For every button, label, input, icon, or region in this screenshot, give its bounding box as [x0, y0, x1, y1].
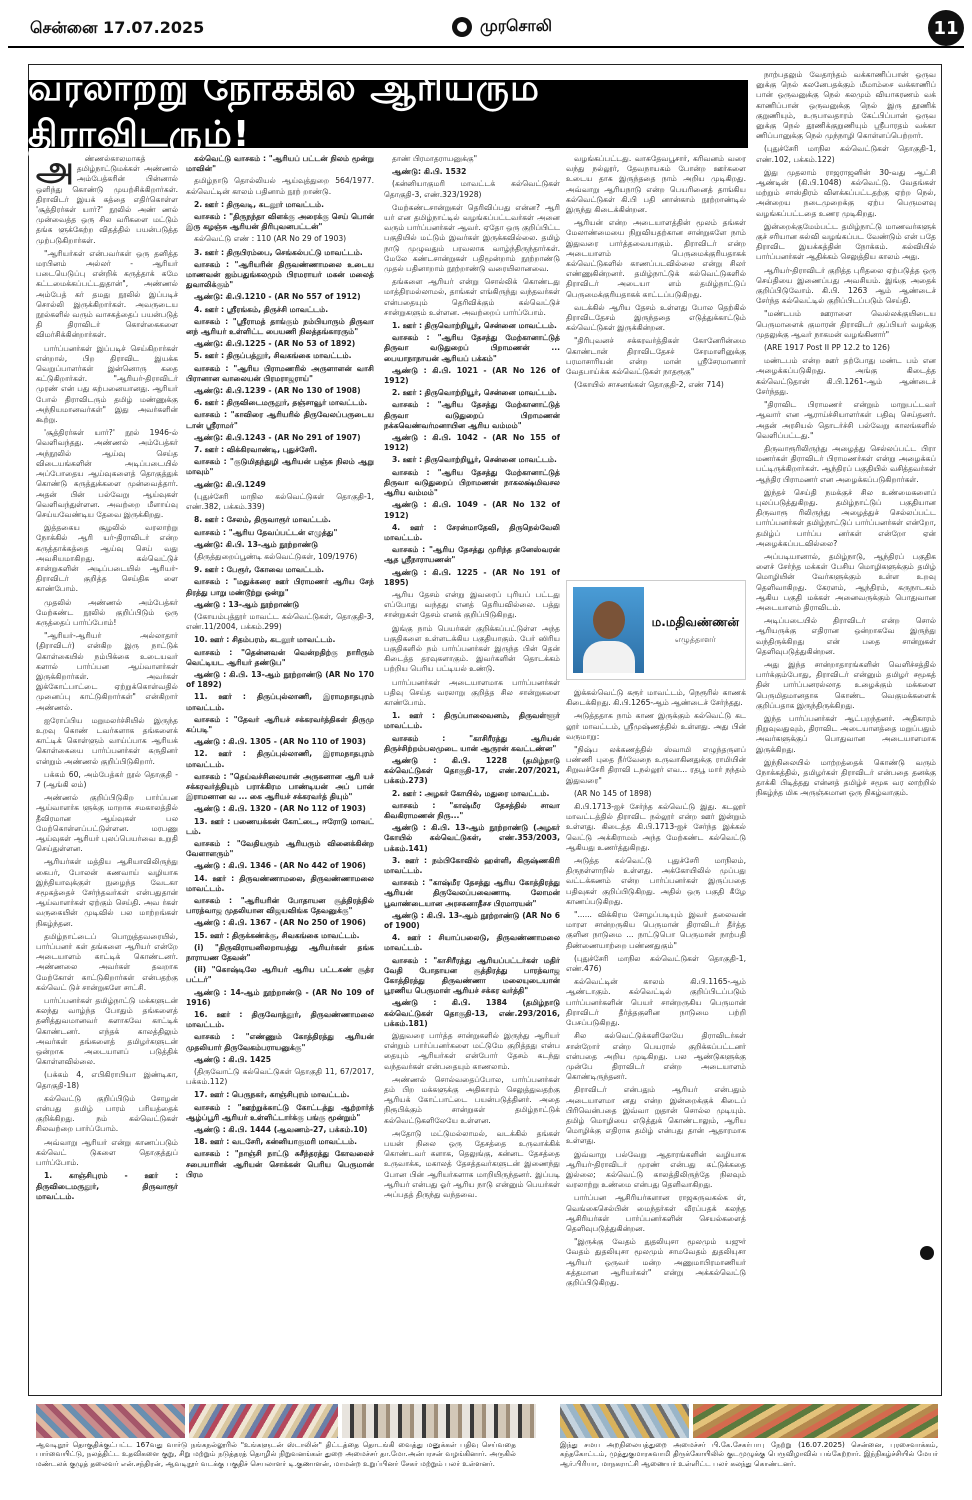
inscription-entry: 16. ஊர் : திருவோத்தூர், திருவண்ணாமலை மாவட்டம். — [186, 1010, 374, 1030]
article-paragraph: "திரிபுவனச் சக்கரவர்த்திகள் கோனேரின்மை கொண்டான் திராவிடதேசச் சேரமாளினுக்கு பரமாசாரியன் என்ற மான் ஸ்ரீசேரமானார் வேதபாய்க்க கல்வெட்டுகள் நாதரூகு" — [566, 336, 746, 377]
article-paragraph: "...... விக்கிரம சோழப்படியும் இவர் தலைவன் மாரள சான்றருகிய பெருமான் திராவிடர் தீர்த்த குளின நாடுமை ... நாட்டுபொ பெருமான் நாற்பதி திண்ணையாற்றை பண்ணதுகும்" — [566, 910, 746, 950]
photo-caption-right: இந்து சமய அறநிலையத்துறை அமைச்சர் பி.கே.சேகர்பாபு நேற்று (16.07.2025) சென்னை, புரசைவாக்கம், கந்தகோட்டம், முத்துகுமாரசுவாமி திருக்கோயிலில் குடமுழுக்கு பெருவிழாவில் பங்கேற்றார். இந்நிகழ்ச்சியில் மேயர் ஆர்.பிரியா, மாநகராட்சி ஆணையர் உள்ளிட்ட பலர் கலந்து கொண்டனர். — [560, 1440, 938, 1468]
article-paragraph: வாசகம் : "காஷ்மீர தேசத்து ஆரிய கோத்திரத்து ஆரியன் திருவேலப்பவைணாடி லோமன் பூவாண்டையான அரசகனாதீசச பிரமாரயன்" — [384, 878, 560, 908]
page-number-badge: 11 — [928, 10, 964, 46]
inscription-entry: வாசகம் : "நாஞ்சி நாட்டு சுசீந்தரத்து கோவலைச் சபையாரின் ஆரியன் சொக்கன் பெரிய பெருமான் பிரம — [186, 1149, 374, 1179]
article-paragraph: (புதுச்சேரி மாநில கல்வெட்டுகள் தொகுதி-1, எண்.476) — [566, 953, 746, 974]
city-date: சென்னை 17.07.2025 — [30, 18, 205, 37]
article-paragraph: 3. ஊர் : திருவொற்றியூர், சென்னை மாவட்டம். — [392, 455, 557, 465]
article-paragraph: மண்டபம் என்ற ஊர் தற்போது மண்ட பம் என அழைக்கப்படுகிறது. அங்கு கிடைத்த கல்வெட்டுதான் கி.பி.1261-ஆம் ஆண்டைச் சேர்ந்தது. — [756, 356, 936, 396]
inscription-entry: (ii) "கொஷ்டிலே ஆரியர் ஆரிய பட்டகண் சூத்ர பட்டர்" — [186, 965, 374, 985]
inscription-entry: ஆண்டு : கி.பி. 1346 - (AR No 442 of 1906) — [194, 861, 366, 871]
article-paragraph: வாசகம் : "ஆரிய தேசத்து மேற்கானாட்டுத் திருவா வடுதுறைப் பிறாமணன் நக்கவெண்வர்மனாயின ஆரிய வம்மம்" — [384, 400, 560, 430]
article-paragraph: "மண்டபம் ஊராளை வெல்லக்குயிடைய பெருமாளைக் குமாரன் திராவிடர் குப்பியர் வழக்கு முதலுக்கு ஆவர் நாகமன் வழங்கினார்" — [756, 309, 936, 339]
photo-crowd-seated — [189, 1404, 338, 1438]
article-paragraph: ஆண்டு : கி.பி. 1384 (தமிழ்நாடு கல்வெட்டுகள் தொகுதி-13, எண்.293/2016, பக்கம்.181) — [384, 998, 560, 1028]
paper-name: முரசொலி — [480, 16, 552, 35]
photo-crowd-meeting — [36, 1404, 185, 1438]
article-paragraph: இதுவரை பார்த்த சான்றுகளில் இருந்து ஆரியர் என்றும் பார்ப்பனர்களை மட்டுமே குறித்தது என்ப தையும் ஆரியர்கள் என்போர் தேசம் கடந்து வந்தவர்கள் என்பதையும் காணலாம். — [384, 1031, 560, 1071]
inscription-entry: 2. ஊர் : திருவடி, கடலூர் மாவட்டம். — [194, 199, 324, 209]
inscription-entry: தமிழ்நாடு தொல்லியல் ஆய்வுத்துறை 564/1977. கல்வெட்டின் காலம் பதினாம் நூற் றாண்டு. — [186, 176, 374, 196]
inscription-entry: 4. ஊர் : ஸ்ரீரங்கம், திருச்சி மாவட்டம். — [194, 304, 329, 314]
article-paragraph: 1. ஊர் : திருவொற்றியூர், சென்னை மாவட்டம். — [392, 321, 557, 331]
author-name: ம.மதிவண்ணன் — [651, 615, 739, 629]
inscription-entry: 9. ஊர் : பேரூர், கோவை மாவட்டம். — [194, 565, 325, 575]
article-paragraph: (ARE 1917 Post II PP 12.2 to 126) — [764, 343, 890, 353]
article-paragraph: வடக்கில் ஆரிய தேசம் உள்ளது போல தெற்கில் திராவிடதேசம் இருந்ததை எடுத்துக்காட்டும் கல்வெட்டுகள் இருக்கின்றன. — [566, 302, 746, 333]
inscription-entry: (திருத்துறைப்பூண்டி கல்வெட்டுகள், 109/1976) — [194, 551, 358, 561]
inscription-entry: 14. ஊர் : திருவண்ணாமலை, திருவண்ணாமலை மாவட்டம். — [186, 873, 374, 893]
article-paragraph: இங்கு நாம் பெயர்கள் குறிக்கப்பட்டுள்ள அந்த பகுதிகளை உள்ளடக்கிய பகுதியாகும். பேர் ஸிரிய பகுதிகளில் நம் பார்ப்பனர்கள் இருந்த பின் தென் கிடைத்த தரவுகளாகும். இவர்களின் தொடக்கம் பற்றிய பெரிய பட்டியல் உண்டு. — [384, 623, 560, 674]
author-byline — [566, 580, 746, 680]
article-paragraph: ஆரியன் என்ற அடையாளத்தின் மூலம் தங்கள் மேலாண்மையை நிறுவியதற்கான சான்றுகளே நாம் இதுவரை பார்த்தவையாகும். திராவிடர் என்ற அடையாளம் பெருமைக்குரியதாகக் கல்வெட்டுகளில் காணப்படவில்லை என்று சிலர் எண்ணுகின்றனர். தமிழ்நாட்டுக் கல்வெட்டுகளில் திராவிடர் அடையா ளம் தமிழ்நாட்டுப் பெருமைக்குரியதாகக் காட்டப்படுகிறது. — [566, 218, 746, 299]
article-paragraph: ஆரியர்கள் மத்திய ஆசியாவிலிருந்து கைபர், போலன் கணவாய் வழியாக இந்தியாவுக்குள் நுழைந்த வேடகா சமூகத்தைச் சேர்ந்தவர்கள் என்பதுதான் ஆய்வாளர்கள் ஏற்கும் செய்தி. அவ ர்கள் வருகையின் முடிவில் பல மாற்றங்கள் நிகழ்ந்தன. — [36, 857, 178, 928]
photo-caption-left: ஆவடிநூர் தொகுதிக்குட்பட்ட 167வது வார்டு நங்கநல்லூரில் "உங்களுடன் ஸ்டாலின்" திட்டத்தை தொடங்கி வைத்து மனுக்கள் பதிவு செய்வதை பார்வையிட்டு, நலத்திட்ட உதவிகளை குறு, சிறு மற்றும் நடுத்தரத் தொழில் நிறுவனங்கள் துறை அமைச்சர் தா.மோ.அன்பரசன் வழங்கினார். அருகில் மண்டலக் குழுத் தலைவர் என்.சந்திரன், ஆவடிநூர் வடக்கு பகுதிச் செயலாளர் டி.குணாளன், மாமன்ற உறுப்பினர் சேகர் மற்றும் பலர் உள்ளனர். — [36, 1440, 516, 1468]
inscription-entry: 3. ஊர் : திருபிரம்பை, செங்கல்பட்டு மாவட்டம். — [194, 247, 363, 257]
article-paragraph: ஆண்டு : கி.பி. 1021 - (AR No 126 of 1912) — [384, 365, 560, 386]
article-paragraph: (கன்னியாகுமரி மாவட்டக் கல்வெட்டுகள் தொகுதி-3, எண்.323/1928) — [384, 179, 560, 199]
inscription-entry: 13. ஊர் : பணையக்கன் கோட்டை, ஈரோடு மாவட் டம். — [186, 816, 374, 836]
article-paragraph: (AR No 145 of 1898) — [574, 788, 652, 798]
inscription-entry: வாசகம் : "எண்ணும் கோத்திரத்து ஆரியன் முதலியார் திருவேகம்பராயனுக்கு" — [186, 1032, 374, 1052]
inscription-entry: ஆண்டு: கி.பி.1225 - (AR No 53 of 1892) — [194, 339, 356, 349]
article-paragraph: ண்ணல்காலமாகத் தமிழ்நாட்டுமக்கள் அண்ணல் அம்பேத்கரின் பின்னால் ஒளிந்து கொண்டு முயற்சிக்கிறார்கள். திராவிடர் இயக் கத்தை எதிர்கொள்ள 'சூத்திரர்கள் யார்?' நூலில் அண் ணல் முன்வைத்த ஒரு சில வரிகளை மட்டும் தங்க ளுக்கேற்ற விதத்தில் பயன்படுத்த முற்படுகிறார்கள். — [36, 154, 178, 245]
inscription-entry: ஆண்டு : கி.பி. 1305 - (AR No 110 of 1903) — [194, 737, 366, 747]
photo-temple-tower — [560, 1404, 689, 1438]
inscription-entry: ஆண்டு : 13-ஆம் நூற்றாண்டு — [194, 599, 300, 609]
article-paragraph: பார்ப்பனர்கள் இப்படிச் செய்கிறார்கள் என்றால், பிற திராவிட இயக்க வெறுப்பாளர்கள் இன்னொரு கதை கட்டுகிறார்கள். "ஆரியர்-திராவிடர் முரண் என் பது கற்பனையானது. ஆரியர் போல் திராவிடரும் தமிழ் மண்ணுக்கு அந்நியமானவர்கள்" இது அவர்களின் கூற்று. — [36, 343, 178, 425]
article-paragraph: இவ்வாறு பல்வேறு ஆதாரங்களின் வழியாக ஆரியர்-திராவிடர் முரண் என்பது கட்டுக்கதை இல்லை; கல்வெட்டு காலத்திலிருந்தே நிலவும் வரலாற்று உண்மை என்பது தெளிவாகிறது. — [566, 1149, 746, 1190]
inscription-entry: (கோயம்புத்தூர் மாவட்ட கல்வெட்டுகள், தொகுதி-3, எண்.11/2004, பக்கம்.299) — [186, 611, 374, 632]
article-paragraph: வாசகம் : "காசிரீரத்து ஆரியன் திருச்சிற்றம்பலமுடை யான் ஆருரன் கவட்டண்ன" — [384, 733, 560, 753]
article-paragraph: ஆண்டு : கி.பி. 1225 - (AR No 191 of 1895) — [384, 567, 560, 587]
inscription-entry: ஆண்டு: கி.பி.1239 - (AR No 130 of 1908) — [194, 386, 361, 396]
inscription-entry: வாசகம் : "ஆரியரின் திருவண்ணாமலை உடைய மாணவன் ஐம்பதுங்கலமும் பிரமராயர் மகன் மலைத் துவாலிக்கும்" — [186, 259, 374, 290]
article-paragraph: "நிஷ்ப லக்கணத்தில் ஸ்வாமி எழுந்தருளப் பண்ணி புதை நீர்வேநை உருவாகினதுக்கு ராமியின் சிறுவச்சேரி திராவி டநல்லூர் எவ... ரதபூ மார் நந்தம் இதுவரை" — [566, 745, 746, 785]
article-paragraph: கல்வெட்டின் காலம் கி.பி.1165-ஆம் ஆண்டாகும். கல்வெட்டில் குறிப்பிடப்படும் பார்ப்பனர்களின் பெயர் சான்றருகிய பெருமான் திராவிடர் தீர்த்தகுளின நாடுமை பற்றி பேசப்படுகிறது. — [566, 977, 746, 1028]
article-paragraph: ஆண்டு: கி.பி. 1532 — [392, 167, 467, 177]
inscription-entry: வாசகம் : "ஆரிய பிராமணரில் அருளாளன் வாசி பிரானான வாலையன் பிரமராஜராய்" — [186, 363, 374, 383]
article-paragraph: "திராவிட பிராமணர் என்றும் மாறுபட்டவர் ஆவார் என ஆராய்ச்சியாளர்கள் பதிவு செய்தனர். அதன் அரசியல் தொடர்ச்சி பல்வேறு காலங்களில் வெளிப்பட்டது." — [756, 400, 936, 440]
article-paragraph: ஆண்டு : கி.பி. 13-ஆம் நூற்றாண்டு (AR No 6 of 1900) — [384, 910, 560, 931]
article-paragraph: 4. ஊர் : சியாப்பலைடு, திருவண்ணாமலை மாவட்டம். — [384, 933, 560, 953]
inscription-entry: 7. ஊர் : விக்கிரவாண்டி, புதுச்சேரி. — [194, 445, 318, 455]
dropcap: அ — [36, 154, 74, 189]
article-paragraph: 2. ஊர் : திருவொற்றியூர், சென்னை மாவட்டம். — [392, 388, 557, 398]
article-paragraph: இத்தகைய சூழலில் வரலாற்று நோக்கில் ஆரி யர்-திராவிடர் என்ற கருத்தாக்கத்தை ஆய்வு செய் வது அவசியமாகிறது. கல்வெட்டுச் சான்றுகளின் அடிப்படையில் ஆரியர்-திராவிடர் குறித்த செய்திக ளை காண்போம். — [36, 523, 178, 594]
article-paragraph: நாற்பதலும் வேதாந்தம் வக்காணிப்பான் ஒருவ னுக்கு நெல் கலனேபதக்கும் மீமாம்சை வக்காணிப் பான் ஒருவனுக்கு நெல் கலமும் வியாகரணம் வக் காணிப்பான் ஒருவனுக்கு நெல் இரு தூணிக் குறுணியும், உருபாவதாரம் கேட்பிப்பான் ஒருவ னுக்கு நெல் தூணிக்குறுணியும் ஸ்ரீபாரதம் வக்கா ணிப்பானுக்கு நெல் முந்நாழி கொள்ளப்பெற்றார். — [756, 70, 936, 141]
inscription-entry: வாசகம் : "தேவர் ஆரியச் சக்கரவர்த்திகள் திருமு கப்படி" — [186, 714, 374, 734]
article-paragraph: பார்ப்பன ஆசிரியர்களான ராஜகருவகல்க ள், வெங்கைசெல்பின் மைந்தர்கள் வீரப்பதக் கலந்த ஆசிரியர்கள் பார்ப்பனர்களின் செயல்களைத் தெளிவுபடுத்துகின்றன. — [566, 1193, 746, 1233]
inscription-entry: ஆண்டு: கி.பி.1210 - (AR No 557 of 1912) — [194, 292, 361, 302]
article-paragraph: திருவாரூரிலிருந்து அழைத்து செல்லப்பட்ட பிரா மணர்கள் திராவிடர் பிராமணர்கள் என்று அழைக்கப் பட்டிருக்கிறார்கள். ஆந்திரப் பகுதியில் வசித்தவர்கள் ஆந்திர பிராமணர் என அழைக்கப்படுகிறார்கள். — [756, 443, 936, 484]
article-paragraph: 3. ஊர் : நம்பிகோவில் ஹள்ளி, கிருஷ்ணகிரி மாவட்டம். — [384, 855, 560, 875]
article-paragraph: அடுத்த கல்வெட்டு புதுச்சேரி மாநிலம், திருநள்ளாறில் உள்ளது. அக்கோயிலில் முப்பது வட்டக்கணம் என்ற பார்ப்பனர்கள் இருப்பதை பதிவுகள் குறிப்பிடுகிறது. அதில் ஒரு பகுதி கீழே காணப்படுகிறது. — [566, 856, 746, 906]
inscription-entry: வாசகம் : "ஸ்ரீராமத் தாங்கும் நம்பியாரும் திருவா னந் ஆரியர் உள்ளிட்ட பையணி நிலத்தங்காரரும்" — [186, 316, 374, 337]
inscription-entry: வாசகம் : "திருநந்தா விளக்கு அரைக்கு செய் பொன் இரு கழஞ்சு ஆரியன் திரிபுவனபட்டன்" — [186, 212, 374, 232]
article-paragraph: ஆரிய தேசம் என்று இவரைப் புரியப் பட்டது எப்போது வந்தது எனத் தெரியவில்லை. பத்து சான்றுகள் தேசம் எனக் குறிப்பிடுகிறது. — [384, 589, 560, 620]
article-paragraph: அதோடு மட்டுமல்லாமல், வடக்கில் தங்கள் பயன் நிலை ஒரு தேசத்தை உருவாக்கிக் கொண்டவர் களாக, தெலுங்கு, கன்னட தேசத்தை உருவாக்க, மகாலத் தேசத்தவர்களுடன் இணைந்து போன பின் ஆரியர்களாக மாறியிருந்தனர். இப்படி ஆரியர் என்பது ஓர் ஆரிய நாடு என்னும் பெயர்கள் அப்பதத் திருந்து வந்தவை. — [384, 1128, 560, 1200]
article-paragraph: சில கல்வெட்டுக்களிலேயே திராவிடர்கள் சான்றோர் என்ற பெயரால் குறிக்கப்பட்டனர் என்பதை அறிய முடிகிறது. பல ஆண்டுகளுக்கு முன்பே திராவிடர் என்ற அடையாளம் கொண்டிருந்தனர். — [566, 1031, 746, 1082]
masthead — [452, 16, 552, 37]
photo-frame-left — [36, 1404, 536, 1438]
murasoli-logo-icon — [452, 17, 472, 37]
article-paragraph: இன்றைக்குமேம்பட்ட தமிழ்நாட்டு மாணவர்களுக் குச் சரியான கல்வி வழங்கப்பட வேண்டும் என் பதே திராவிட இயக்கத்தின் நோக்கம். கல்வியில் பார்ப்பனர்கள் ஆதிக்கம் செலுத்திய காலம் அது. — [756, 221, 936, 262]
article-paragraph: "ஆரியர்கள் என்பவர்கள் ஒரு தனித்த மரபினம் அல்லர் - ஆரியர் படையெடுப்பு என்றிக் கருத்தாக் கமே கட்டமைக்கப்பட்டதுதான்", அண்ணல் அம்பேத் கர் தமது நூலில் இப்படிச் சொல்லி இருக்கிறார்கள். அவருடைய நூல்களில் வரும் வாசகத்தைப் பயன்படுத் தி திராவிடர் கொள்கைகளை விமர்சிக்கின்றார்கள். — [36, 248, 178, 340]
article-paragraph: இந்நிலையில் மாற்றத்தைக் கொண்டு வரும் நோக்கத்தில், தமிழர்கள் திராவிடர் என்பதை தனக்கு தாக்கி பிடித்தது என்னத் தமிழ்ச் சமூக வர லாற்றில் நிகழ்ந்த மிக அருஞ்சுமான ஒரு நிகழ்வாகும். — [756, 757, 936, 798]
inscription-entry: ஆண்டு : கி.பி. 1444 (ஆவணம்-27, பக்கம்.10) — [194, 1125, 368, 1135]
page-header — [8, 8, 964, 48]
article-paragraph: இக்கல்வெட்டு கரூர் மாவட்டம், நெரூரில் காணக் கிடைக்கிறது. கி.பி.1265-ஆம் ஆண்டைச் சேர்ந்தது. — [566, 688, 746, 708]
article-column-5 — [756, 70, 936, 1242]
inscription-entry: கல்வெட்டு வாசகம் : "ஆரியப் பட்டன் நிலம் மூன்று மாவின்" — [186, 154, 374, 174]
inscription-entry: கல்வெட்டு எண் : 110 (AR No 29 of 1903) — [194, 234, 347, 244]
inscription-entry: வாசகம் : "தென்னவன் வென்றதிற்கு நாரிரும் வெட்டியட ஆரியர் தண்டுப" — [186, 647, 374, 667]
inscription-entry: வாசகம் : "மதுக்கரை ஊர் பிராமணர் ஆரிய சேந் திரத்து பாறு மண்டூற்று ஒன்று" — [186, 577, 374, 597]
inscription-entry: 18. ஊர் : வடசேரி, கன்னியாகுமரி மாவட்டம். — [194, 1137, 357, 1147]
article-paragraph: இந்த பார்ப்பனர்கள் ஆட்பறந்தனர். அதிகாரம் நிறுவுவதுவும், திராவிட அடையாளத்தை மறுப்பதும் அவர்களுக்குப் பொதுவான அடையாளமாக இருக்கிறது. — [756, 713, 936, 754]
article-paragraph: திராவிடர் என்பதும் ஆரியர் என்பதும் அடையாளமா னது என்ற இன்றைக்குக் கிடைப் பிரிவென்பதை இவ்வா றுதான் சொல்ல முடியும். தமிழ் மொழியை எடுத்துக் கொண்டாலும், ஆரிய மொழிக்கு எதிராக தமிழ் என்பது தான் ஆதாரமாக உள்ளது. — [566, 1085, 746, 1146]
article-paragraph: வழங்கப்பட்டது. வாசுதேவபூசார், கரிவனம் வரை வந்து நல்லூர், தேவநாயகம் போன்ற ஊர்களை உடைய தாக இருந்ததை நாம் அறிய முடிகிறது. அவ்வாறு ஆரியநாடு என்ற பெயரினைத் தாங்கிய கல்வெட்டுகள் கி.பி பதி னான்காம் நூற்றாண்டில் இருந்து கிடைக்கின்றன. — [566, 154, 746, 215]
article-paragraph: பார்ப்பனர்கள் தமிழ்நாட்டு மக்களுடன் கலந்து வாழ்ந்த போதும் தங்களைத் தனித்துவமானவர் களாகவே காட்டிக் கொண்டனர். எந்தக் காலத்திலும் அவர்கள் தங்களைத் தமிழர்களுடன் ஒன்றாக அடையாளப் படுத்திக் கொள்ளவில்லை. — [36, 996, 178, 1067]
article-paragraph: இந்தச் செய்தி நமக்குச் சில உண்மைகளைப் புலப்படுத்துகிறது. தமிழ்நாட்டுப் பகுதியான திருவாரூ ரிலிருந்து அழைத்துச் செல்லப்பட்ட பார்ப்பனர்கள் தமிழ்நாட்டுப் பார்ப்பனர்கள் என்றோ, தமிழ்ப் பார்ப்ப னர்கள் என்றோ ஏன் அழைக்கப்படவில்லை? — [756, 487, 936, 548]
photo-minister-group — [342, 1404, 536, 1438]
article-paragraph: 1. ஊர் : திருப்பாலைவனம், திருவள்ளூர் மாவட்டம். — [384, 711, 560, 731]
article-paragraph: வாசகம் : "காசிரீரத்து ஆரியப்பட்டர்கள் மதிர் வேதி போதாயன சூத்திரத்து பாரத்வாஜ கோத்திரத்து திருவண்ணா மலையுடையான் பூரணிய பெருமாள் ஆரியச் சக்கர வர்த்தி" — [384, 955, 560, 996]
inscription-entry: (i) "திருவிராயனிலறாயத்து ஆரியர்கள் தங்க நாராயண தேவன்" — [186, 942, 374, 963]
article-paragraph: வாசகம் : "ஆரிய தேசத்து மேற்கானாட்டுத் திருவா வடுதுறைப் பிறாமணன் ... பையாநாநாயன் ஆரியப் பக்கம்" — [384, 333, 560, 363]
article-paragraph: ஆண்டு : கி.பி. 1042 - (AR No 155 of 1912) — [384, 433, 560, 453]
inscription-entry: 1. காஞ்சிபுரம் - ஊர் : திருவிடைமருதூர், திருவாரூர் மாவட்டம். — [36, 1171, 178, 1201]
article-column-1 — [36, 154, 178, 1394]
article-paragraph: "ஆரியர்-ஆரியர் அல்லாதார் (திராவிடர்) என்கிற இரு நாட்டுக் கொள்கையில் நம்பிக்கை உடையவர் களால் பார்ப்பன ஆய்வாளர்கள் இருக்கிறார்கள். அவர்கள் இக்கோட்பாட்டை ஏற்றுக்கொள்வதில் முனைப்பு காட்டுகிறார்கள்" என்கிறார் அண்ணல். — [36, 631, 178, 712]
article-paragraph: ஆண்டு : கி.பி. 13-ஆம் நூற்றாண்டு (அழகர் கோயில் கல்வெட்டுகள், எண்.353/2003, பக்கம்.141) — [384, 823, 560, 853]
article-column-4-bottom — [566, 688, 746, 1394]
photo-frame-right — [560, 1404, 938, 1438]
article-paragraph: அப்படியானால், தமிழ்நாடு, ஆந்திரப் பகுதிக ளைச் சேர்ந்த மக்கள் பேசிய மொழிகளுக்கும் தமிழ் மொழியின் வேர்களுக்கும் உள்ள உறவு தெளிவாகிறது. கேரளம், ஆந்திரம், கருநாடகம் ஆகிய பகுதி மக்கள் அனைவருக்கும் பொதுவான அடையாளம் திராவிடம். — [756, 551, 936, 612]
article-paragraph: கி.பி.1713-ஐச் சேர்ந்த கல்வெட்டு இது. கடலூர் மாவட்டத்தில் திராவிட நல்லூர் என்ற ஊர் இன்றும் உள்ளது. கிடைத்த கி.பி.1713-ஐச் சேர்ந்த இக்கல் வெட்டு அக்கிராமம் அந்த மேற்கண்ட கல்வெட்டு ஆகியது உணர்த்துகிறது. — [566, 802, 746, 852]
article-paragraph: கல்வெட்டு குறிப்பிடும் சோழன் என்பது தமிழ் பாரம் பரியத்தைக் குறிக்கிறது. நம் கல்வெட்டுகள் சிலவற்றை பார்ப்போம். — [36, 1093, 178, 1134]
inscription-entry: ஆண்டு : கி.பி. 1425 — [194, 1054, 272, 1064]
article-paragraph: அடிப்படையில் திராவிடர் என்ற சொல் ஆரியருக்கு எதிரான ஒன்றாகவே இருந்து வந்திருக்கிறது என் பதை சான்றுகள் தெளிவுபடுத்துகின்றன. — [756, 616, 936, 656]
inscription-entry: ஆண்டு : 14-ஆம் நூற்றாண்டு - (AR No 109 of 1916) — [186, 987, 374, 1007]
article-headline: வரலாற்று நோக்கில் ஆரியரும் திராவிடரும்! — [28, 80, 748, 148]
article-paragraph: பார்ப்பனர்கள் அடையாளமாக பார்ப்பனர்கள் பதிவு செய்த வரலாறு குறித்த சில சான்றுகளை காண்போம். — [384, 677, 560, 707]
article-paragraph: (புதுச்சேரி மாநில கல்வெட்டுகள் தொகுதி-1, எண்.102, பக்கம்.122) — [756, 144, 936, 164]
article-paragraph: அண்ணல் சொல்வதைப்போல, பார்ப்பனர்கள் தம் பிற மக்களுக்கு அதிகாரம் செலுத்துவதற்கு ஆரியக் கோட்பாட்டை பயன்படுத்தினர். அதை நிரூபிக்கும் சான்றுகள் தமிழ்நாட்டுக் கல்வெட்டுகளிலேயே உள்ளன. — [384, 1074, 560, 1125]
inscription-entry: ஆண்டு : கி.பி. 13-ஆம் நூற்றாண்டு (AR No 170 of 1892) — [186, 669, 374, 690]
inscription-entry: வாசகம் : "வேதியரும் ஆரியரும் வினைக்கின்ற வேளாளரும்" — [186, 838, 374, 859]
article-paragraph: ஐரோப்பிய மறுமலர்ச்சியில் இருந்த உறவு கொண் டவர்களாக தங்களைக் காட்டிக் கொள்ளும் வாய்ப்பாக ஆரியக் கொள்கையை பார்ப்பனர்கள் கருதினர் என்றும் அண்ணல் குறிப்பிடுகிறார். — [36, 715, 178, 766]
inscription-entry: வாசகம் : "குடுமிதந்துழி ஆரியன் பஞ்சு நிலம் ஆறு மாவும்" — [186, 457, 374, 477]
article-paragraph: வாசகம் : "காஷ்மீர தேசத்தில் சாவா கிவகிராமணன் நிரு..." — [384, 800, 560, 820]
inscription-entry: ஆண்டு: கி.பி. 13-ஆம் நூற்றாண்டு — [194, 539, 319, 549]
author-photo — [573, 587, 644, 673]
inscription-entry: ஆண்டு: கி.பி.1249 — [194, 479, 266, 489]
inscription-entry: வாசகம் : "ஆரிய தேவப்பட்டன் எழுத்து" — [194, 527, 338, 537]
inscription-entry: (புதுச்சேரி மாநில கல்வெட்டுகள் தொகுதி-1, எண்.382, பக்கம்.339) — [186, 491, 374, 512]
article-paragraph: அண்ணல் குறிப்பிடுகிற பார்ப்பன ஆய்வாளர்க ளுக்கு மாறாக சமகாலத்தில் தீவிரமான ஆய்வுகள் பல மேற்கொள்ளப்பட்டுள்ளன. மரபணு ஆய்வுகள் ஆரியர் புலப்பெயர்வை உறுதி செய்துள்ளன. — [36, 793, 178, 854]
inscription-entry: (திருவோட்டு கல்வெட்டுகள் தொகுதி 11, 67/2017, பக்கம்.112) — [186, 1067, 374, 1087]
article-paragraph: ஆண்டு : கி.பி. 1049 - (AR No 132 of 1912) — [384, 500, 560, 520]
inscription-entry: 5. ஊர் : திருப்பத்தூர், சிவகங்கை மாவட்டம். — [194, 351, 352, 361]
article-column-2 — [186, 154, 374, 1394]
article-paragraph: (பக்கம் 4, எபிகிராபியா இண்டிகா, தொகுதி-18) — [36, 1070, 178, 1090]
article-column-4-top — [566, 154, 746, 574]
article-end-icon — [920, 1246, 934, 1260]
article-paragraph: 'சூத்திரர்கள் யார்?' நூல் 1946-ல் வெளிவந்தது. அண்ணல் அம்பேத்கர் அந்நூலில் ஆய்வு செய்த விடையங்களின் அடிப்படையில் அப்போதைய ஆய்வுகளைத் தொகுத்துக் கொண்டு கருத்துக்களை முன்வைத்தார். அதன் பின் பல்வேறு ஆய்வுகள் வெளிவந்துள்ளன. அவற்றை மீளாய்வு செய்யவேண்டிய தேவை இருக்கிறது. — [36, 428, 178, 519]
article-paragraph: "இருக்கு வேதம் துதலியுசா மூலமும் யஜுர் வேதம் துதலியுசா மூலமும் சாமவேதம் துதலியுசா ஆரியர் ஒருவர் மன்ற அணுமாபிரமாணியர் சுத்தமான ஆரியர்கள்" என்று அக்கல்வெட்டு குறிப்பிடுகிறது. — [566, 1237, 746, 1287]
article-column-3 — [384, 154, 560, 1394]
article-paragraph: (கோயில் சாசனங்கள் தொகுதி-2, எண் 714) — [574, 380, 724, 390]
article-paragraph: அவ்வாறு ஆரியர் என்று காணப்படும் கல்வெட் டுகளை தொகுத்துப் பார்ப்போம். — [36, 1137, 178, 1168]
article-paragraph: மேற்கண்டசான்றுகள் தெரிவிப்பது என்ன? ஆரி யர் என தமிழ்நாட்டில் வழங்கப்பட்டவர்கள் அனை வரும் பார்ப்பனர்கள் ஆவர். ஏதோ ஒரு குறிப்பிட்ட பகுதியில் மட்டும் இவர்கள் இருக்கவில்லை. தமிழ் நாடு முழுவதும் பரவலாக வாழ்ந்திருந்தார்கள். மேலே கண்டசான்றுகள் பதிமூன்றாம் நூற்றாண்டு முதல் பதினாறாம் நூற்றாண்டு வரையிலானவை. — [384, 202, 560, 274]
article-paragraph: தமிழ்நாட்டைப் பொறுத்தவரையில், பார்ப்பனர் கள் தங்களை ஆரியர் என்றே அடையாளம் காட்டிக் கொண்டனர். அண்ணலை அவர்கள் தவறாக மேற்கோள் காட்டுகிறார்கள் என்பதற்கு கல்வெட் டுச் சான்றுகளே சாட்சி. — [36, 931, 178, 992]
inscription-entry: ஆண்டு : கி.பி. 1367 - (AR No 250 of 1906) — [194, 918, 366, 928]
article-paragraph: அது இந்த சான்றாதாரங்களின் வெளிச்சத்தில் பார்க்கும்போது, திராவிடர் என்னும் தமிழர் சமூகத் தின் பார்ப்பனரல்லாத உழைக்கும் மக்களை பெருமிதமானதாக கொண்ட வெகுமக்களைக் குறிப்பதாக இருந்திருக்கிறது. — [756, 659, 936, 710]
inscription-entry: வாசகம் : "தெய்வச்சிலையான் அருகனான ஆரி யச் சக்கரவர்த்தியும் பராக்கிரம பாண்டியன் அப் பான் இராமனான வ ... கை ஆரியச் சக்கரவர்த் தியும்" — [186, 771, 374, 802]
inscription-entry: 15. ஊர் : திருக்கண்க்கு, சிவகங்கை மாவட்டம். — [194, 930, 360, 940]
article-paragraph: வாசகம் : "ஆரிய தேசத்து முரிந்த தனேஸ்வரன் ஆத ஸ்ரீநாராயணன்" — [384, 545, 560, 565]
article-paragraph: வாசகம் : "ஆரிய தேசத்து மேற்கானாட்டுத் திருவா வடுதுறைப் பிறாமணன் நாகலக்ஷ்மிவசல ஆரிய வம்மம்" — [384, 467, 560, 498]
inscription-entry: வாசகம் : "ஆரியரின் போதாயன சூத்திரத்தில் பாரத்வாஜ முதலியான விஜயவிங்க தேவனுக்கு" — [186, 896, 374, 916]
article-paragraph: பக்கம் 60, அம்பேத்கர் நூல் தொகுதி - 7 (ஆங்கி லம்) — [36, 769, 178, 789]
inscription-entry: 6. ஊர் : திருவிடைமருதூர், தஞ்சாவூர் மாவட்டம். — [194, 398, 368, 408]
article-paragraph: தாண் பிரமாதராயனுக்கு" — [392, 154, 478, 163]
inscription-entry: 10. ஊர் : சிதம்பரம், கடலூர் மாவட்டம். — [194, 635, 336, 645]
inscription-entry: 17. ஊர் : பெருநகர், காஞ்சிபுரம் மாவட்டம். — [194, 1090, 350, 1100]
author-role: எழுத்தாளர் — [674, 635, 716, 644]
article-paragraph: 4. ஊர் : சேரன்மாதேவி, திருநெல்வேலி மாவட்டம். — [384, 522, 560, 542]
article-paragraph: ஆரியர்-திராவிடர் குறித்த புரிதலை ஏற்படுத்த ஒரு செய்தியை இணைப்பது அவசியம். இங்கு அதைக் குறிப்பிடுவோம். கி.பி. 1263 ஆம் ஆண்டைச் சேர்ந்த கல்வெட்டில் குறிப்பிடப்படும் செய்தி. — [756, 265, 936, 306]
inscription-entry: வாசகம் : "காவிரை ஆரியரில் திருவேலப்பருடைய டான் ஸ்ரீராமர்" — [186, 410, 374, 430]
photo-temple-crowd — [693, 1404, 938, 1438]
inscription-entry: 12. ஊர் : திருப்புல்லாணி, இராமநாதபுரம் மாவட்டம். — [186, 749, 374, 769]
article-paragraph: தங்களை ஆரியர் என்று சொல்லிக் கொண்டது மாத்திரமல்லாமல், தாங்கள் எங்கிருந்து வந்தவர்கள் என்பதையும் தெரிவிக்கும் கல்வெட்டுச் சான்றுகளும் உள்ளன. அவற்றைப் பார்ப்போம். — [384, 277, 560, 317]
article-paragraph: 2. ஊர் : அழகர் கோயில், மதுரை மாவட்டம். — [392, 788, 550, 798]
inscription-entry: வாசகம் : "ஊற்றுக்காட்டு கோட்டத்து ஆற்றார்த் ஆழ்ப்பூரி ஆரியர் உள்ளிட்டார்க்கு பங்கு மூன்றும்" — [186, 1102, 374, 1122]
inscription-entry: 8. ஊர் : சேலம், திருவாரூர் மாவட்டம். — [194, 515, 331, 525]
inscription-entry: ஆண்டு : கி.பி. 1320 - (AR No 112 of 1903) — [194, 804, 366, 814]
inscription-entry: ஆண்டு: கி.பி.1243 - (AR No 291 of 1907) — [194, 432, 361, 442]
article-paragraph: அடுத்ததாக நாம் காண இருக்கும் கல்வெட்டு கட லூர் மாவட்டம், ஸ்ரீமுஷ்ணத்தில் உள்ளது. அது பின் வருமாறு: — [566, 711, 746, 741]
article-paragraph: முதலில் அண்ணல் அம்பேத்கர் மேற்கண்ட நூலில் குறிப்பிடும் ஒரு கருத்தைப் பார்ப்போம்! — [36, 597, 178, 627]
inscription-entry: 11. ஊர் : திருப்புல்லாணி, இராமநாதபுரம் மாவட்டம். — [186, 692, 374, 712]
article-paragraph: ஆண்டு : கி.பி. 1228 (தமிழ்நாடு கல்வெட்டுகள் தொகுதி-17, எண்.207/2021, பக்கம்.273) — [384, 755, 560, 786]
article-paragraph: இது முதலாம் ராஜராஜனின் 30-வது ஆட்சி ஆண்டின் (கி.பி.1048) கல்வெட்டு. வேதங்கள் மற்றும் சாஸ்திரம் விளக்கப்பட்டதற்கு ஏற்ற நெல், அன்றைய நடைமுறைக்கு ஏற்ப பெருமளவு வழங்கப்பட்டதை உணர முடிகிறது. — [756, 167, 936, 218]
